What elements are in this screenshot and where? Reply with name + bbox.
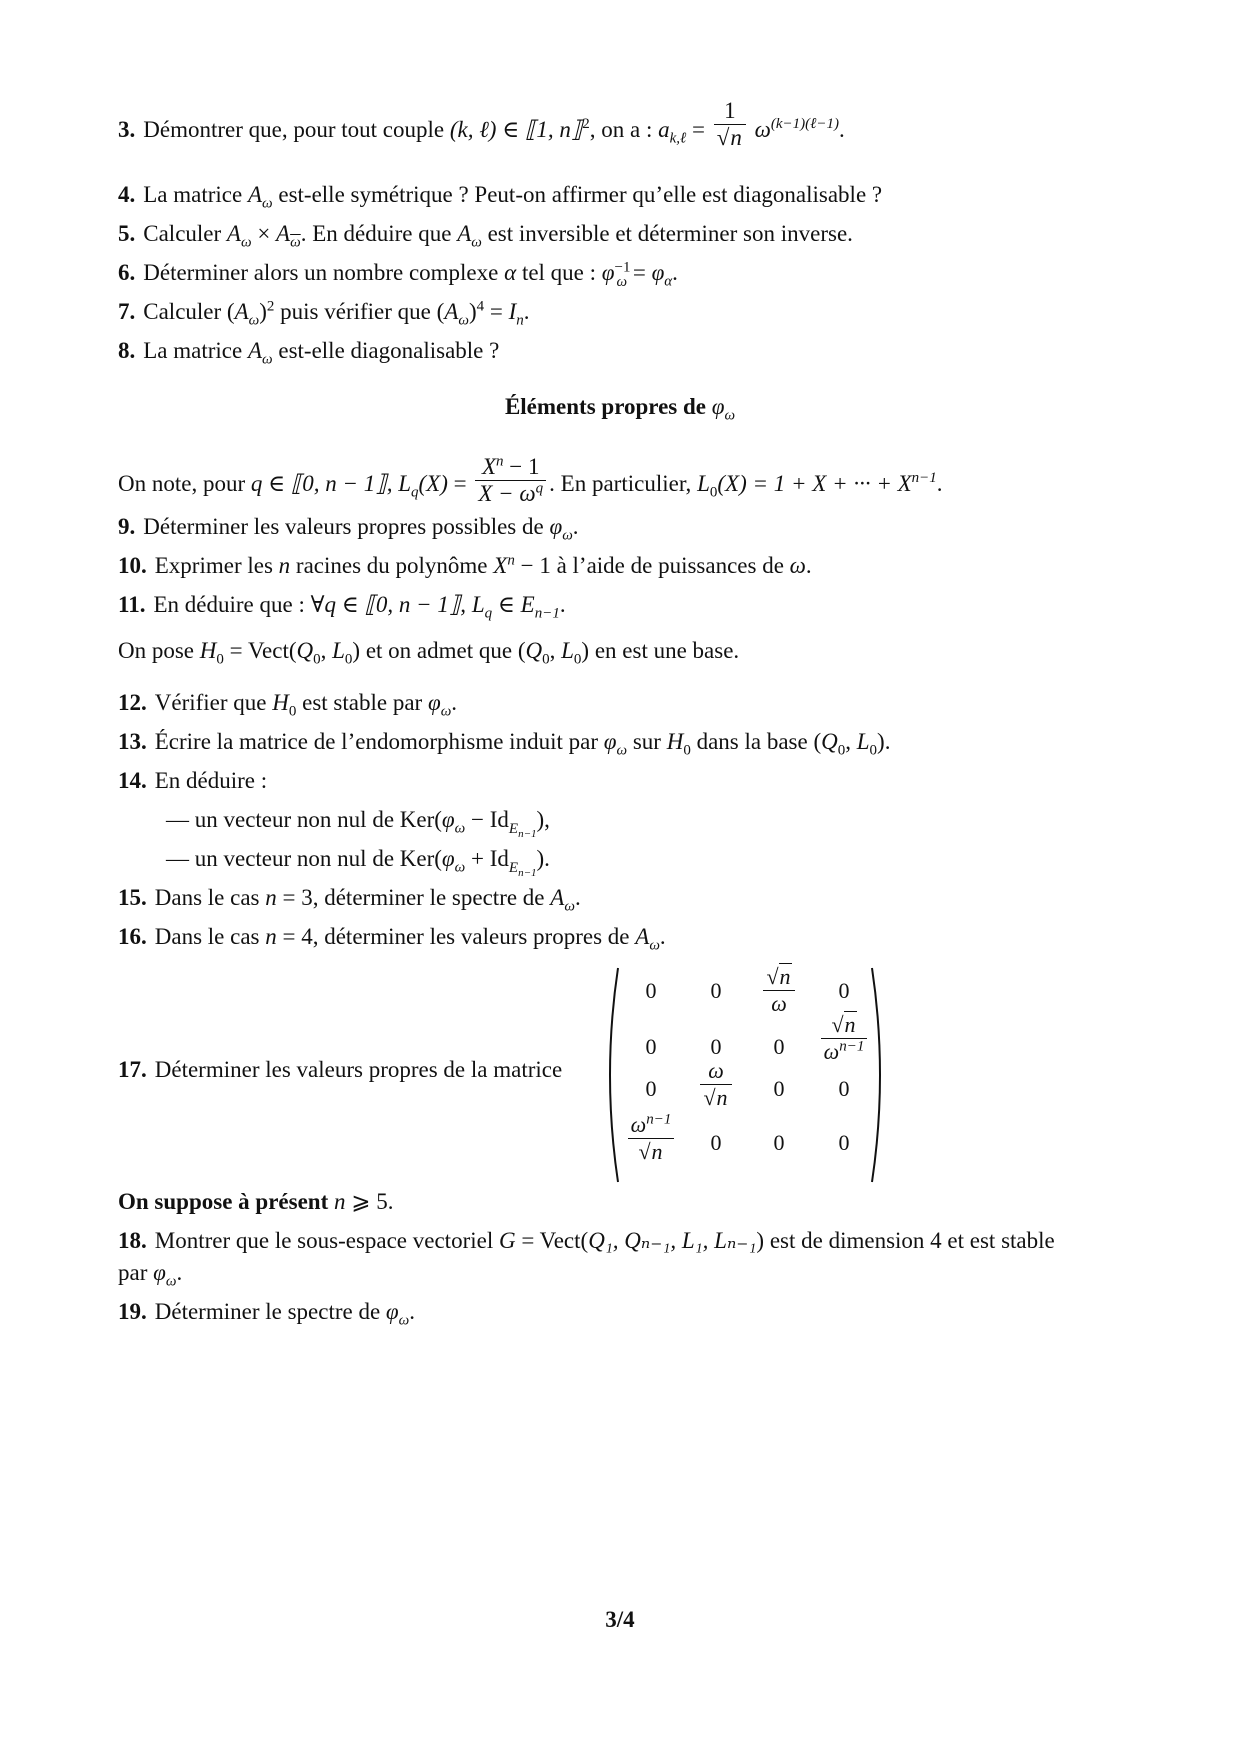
question-number: 14. [118, 768, 147, 793]
math-subscript: ω [240, 234, 252, 251]
matrix-cell: 0 [773, 1076, 785, 1101]
math-L: L [856, 729, 870, 754]
math-eq: = [489, 299, 503, 324]
question-text: La matrice [143, 182, 243, 207]
question-text: est stable par [302, 690, 423, 715]
punct: ), [536, 807, 550, 832]
punct: . [572, 514, 579, 539]
math-omega: ω [708, 1058, 724, 1083]
question-text: Déterminer le spectre de [154, 1299, 381, 1324]
question-number: 10. [118, 553, 147, 578]
page-number: 3/4 [605, 1607, 635, 1632]
math-G: G [498, 1228, 516, 1253]
frac-den: √n [714, 124, 746, 151]
question-number: 3. [118, 116, 136, 142]
math-n: n [278, 553, 291, 578]
question-text: Dans le cas [154, 885, 260, 910]
math-subscript: 0 [313, 651, 321, 668]
math-omega: ω [823, 1039, 840, 1064]
sub-item-1 [166, 805, 550, 840]
math-L: L [398, 470, 411, 496]
punct: . [936, 470, 943, 496]
question-number: 18. [118, 1228, 147, 1253]
matrix-cell: 0 [645, 978, 657, 1003]
punct: . [176, 1260, 183, 1285]
math-n: n [779, 964, 791, 989]
math-phi: φ [549, 514, 563, 539]
math-subscript: n−1 [518, 866, 537, 879]
question-12 [118, 688, 457, 718]
math-subscript: ω [454, 820, 466, 837]
question-11 [118, 590, 566, 620]
math-phi: φ [603, 729, 617, 754]
question-text: . En déduire que [300, 221, 452, 246]
math-subscript: n−1 [534, 605, 560, 622]
question-number: 13. [118, 729, 147, 754]
section-title [0, 394, 1240, 424]
question-text: sur [632, 729, 661, 754]
question-text: est-elle symétrique ? Peut-on affirmer qu’elle est diagonalisable ? [278, 182, 883, 207]
math-alpha: α [504, 260, 517, 285]
question-15 [118, 883, 581, 913]
question-13: 13. Écrire la matrice de l’endomorphisme induit par $\varphi_\omega$ sur $H_0$ dans la base ($Q_0$, $L_0$). [118, 729, 891, 759]
text: ) et on admet que ( [352, 638, 526, 663]
math-subscript: 0 [869, 742, 878, 759]
math-phi: φ [601, 260, 615, 285]
punct: . [409, 1299, 415, 1324]
math-subscript: q [484, 605, 493, 622]
question-text: Déterminer les valeurs propres possibles de [143, 514, 544, 539]
punct: . [574, 885, 581, 910]
math-pair: (k, ℓ) ∈ ⟦1, n⟧ [449, 116, 583, 142]
frac-den [475, 480, 546, 507]
question-18 [118, 1226, 1055, 1256]
math-eq: = [692, 116, 706, 142]
question-16 [118, 922, 666, 952]
math-subscript: 0 [542, 651, 550, 668]
question-text: un vecteur non nul de Ker( [194, 846, 442, 871]
matrix-cell: $\frac{\omega}{√n}$ [681, 1058, 751, 1111]
math-Q: Q [821, 729, 838, 754]
math-Q: Q [525, 638, 543, 663]
math-subscript: 0 [216, 651, 224, 668]
math-text: = Vect( [229, 638, 297, 663]
question-number: 19. [118, 1299, 147, 1324]
math-q: q [250, 470, 263, 496]
question-number: 8. [118, 338, 136, 363]
question-text: Écrire la matrice de l’endomorphisme induit par [154, 729, 598, 754]
question-text: = 3, déterminer le spectre de [282, 885, 545, 910]
text: . En particulier, [549, 470, 692, 496]
definition-line [118, 453, 943, 507]
math-forall: ∀q ∈ ⟦0, n − 1⟧, [310, 592, 467, 617]
question-18-cont [118, 1258, 182, 1288]
math-subscript: n−1 [518, 827, 537, 840]
question-text: par [118, 1260, 148, 1285]
math-subscript: 0 [837, 742, 846, 759]
math-L: L [561, 638, 574, 663]
math-I: I [508, 299, 517, 324]
math-A: A [635, 924, 650, 949]
math-phi: φ [153, 1260, 166, 1285]
question-4 [118, 180, 882, 210]
math-A: A [276, 221, 291, 246]
math-subscript: ω [262, 195, 273, 212]
question-14 [118, 766, 267, 796]
math-subscript: ω [398, 1312, 410, 1329]
math-H: H [199, 638, 217, 663]
punct: . [523, 299, 530, 324]
section-title-text: Éléments propres de [504, 394, 706, 419]
math-X: X [481, 454, 497, 479]
math-subscript: 0 [709, 484, 718, 501]
math-subscript: ω [649, 937, 660, 954]
math-A: A [457, 221, 472, 246]
punct: ). [877, 729, 891, 754]
question-10 [118, 551, 812, 581]
question-text: est-elle diagonalisable ? [278, 338, 500, 363]
matrix-cell: 0 [645, 1034, 657, 1059]
question-text: = 4, déterminer les valeurs propres de [282, 924, 630, 949]
matrix-cell: 0 [838, 1076, 850, 1101]
math-Q: Q [296, 638, 314, 663]
math-text: − Id [471, 807, 509, 832]
question-3 [118, 98, 845, 151]
question-5 [118, 219, 853, 249]
math-phi: φ [427, 690, 441, 715]
math-phi: φ [385, 1299, 399, 1324]
punct: . [672, 260, 678, 285]
math-omega: ω [630, 1112, 647, 1137]
math-n: n [651, 1139, 663, 1164]
question-text: Exprimer les [154, 553, 273, 578]
punct: . [659, 924, 666, 949]
math-subscript: 0 [683, 742, 691, 759]
math-subscript: ω [564, 898, 575, 915]
math-L: L [471, 592, 485, 617]
math-subscript: ω [471, 234, 482, 251]
matrix [604, 964, 886, 1186]
math-exponent: −1 [614, 259, 631, 276]
math-exponent: n−1 [646, 1111, 672, 1128]
math-text: = Vect( [521, 1228, 589, 1253]
punct: . [559, 592, 566, 617]
math-subscript: ω [440, 703, 452, 720]
math-phi: φ [651, 260, 665, 285]
math-n: n [265, 885, 277, 910]
math-subscript [508, 859, 537, 879]
math-text: X − ω [478, 481, 536, 506]
question-text: puis vérifier que [280, 299, 431, 324]
matrix-cell: $\frac{\omega^{n-1}}{√n}$ [616, 1112, 686, 1165]
matrix-cell: 0 [710, 1130, 722, 1155]
math-exponent: 4 [476, 298, 485, 315]
math-subscript: 0 [288, 703, 297, 720]
math-A: A [247, 338, 263, 363]
matrix-cell: 0 [773, 1130, 785, 1155]
math-phi: φ [711, 394, 725, 419]
question-text: racines du polynôme [295, 553, 488, 578]
math-range: ∈ ⟦0, n − 1⟧, [268, 470, 393, 496]
math-E: E [508, 859, 519, 876]
math-A: A [247, 182, 263, 207]
question-number: 7. [118, 299, 136, 324]
math-eq: = [453, 470, 467, 496]
question-text: En déduire : [154, 768, 268, 793]
math-A: A [226, 221, 241, 246]
math-E: E [508, 820, 519, 837]
assumption-line [118, 1187, 394, 1217]
punct: ). [536, 846, 550, 871]
question-text: Dans le cas [154, 924, 260, 949]
math-A: A [550, 885, 565, 910]
math-eq: = [632, 260, 646, 285]
math-L: L [332, 638, 345, 663]
question-text: est inversible et déterminer son inverse. [487, 221, 853, 246]
question-number: 17. [118, 1057, 147, 1082]
math-subscript: ω [562, 527, 573, 544]
math-phi: φ [441, 846, 455, 871]
math-text: + Id [471, 846, 509, 871]
math-X: (X) [418, 470, 448, 496]
math-subscript: n [516, 312, 524, 329]
math-X: X [493, 553, 508, 578]
assumption-text: On suppose à présent [118, 1189, 329, 1214]
math-E: E [520, 592, 535, 617]
fraction [475, 454, 546, 507]
math-subscript: ω [290, 234, 301, 251]
question-number: 16. [118, 924, 147, 949]
math-subscript: ω [262, 351, 273, 368]
question-text: Déterminer alors un nombre complexe [143, 260, 499, 285]
frac-num: 1 [724, 98, 736, 123]
sub-item-2 [166, 844, 550, 879]
definition-line: On pose $H_0$ = $Vect(Q_0$, $L_0$) et on admet que ($Q_0$, $L_0$) en est une base. [118, 638, 740, 668]
math-text: − 1 [509, 454, 540, 479]
matrix-cell: 0 [645, 1076, 657, 1101]
math-A: A [234, 299, 249, 324]
matrix-cell: $\frac{√n}{\omega^{n-1}}$ [809, 1012, 879, 1065]
matrix-cell: 0 [838, 978, 850, 1003]
question-text: Démontrer que, pour tout couple [143, 116, 445, 142]
dash: — [166, 846, 189, 871]
math-n: n [333, 1189, 346, 1214]
math-subscript: ω [616, 273, 628, 290]
question-9 [118, 512, 579, 542]
question-text: dans la base ( [696, 729, 822, 754]
question-17 [118, 1055, 562, 1085]
math-n: n [265, 924, 277, 949]
question-text: La matrice [143, 338, 243, 363]
math-n: n [844, 1012, 856, 1037]
punct: . [805, 553, 812, 578]
math-subscript: ω [248, 312, 260, 329]
math-times: × [257, 221, 271, 246]
math-subscript: ω [165, 1273, 177, 1290]
question-text: tel que : [521, 260, 597, 285]
math-exponent: q [535, 480, 544, 497]
math-subscript: ω [616, 742, 628, 759]
math-subscript: 0 [573, 651, 582, 668]
matrix-cell: $\frac{√n}{\omega}$ [744, 964, 814, 1017]
question-text: ) est de dimension 4 et est stable [756, 1228, 1055, 1253]
math-omega: ω [763, 990, 794, 1017]
math-subscript: ω [724, 407, 736, 424]
math-subscript [508, 820, 537, 840]
math-H: H [666, 729, 684, 754]
math-a: a [658, 116, 670, 142]
math-A: A [444, 299, 459, 324]
math-exponent: n−1 [839, 1038, 865, 1055]
question-text: Vérifier que [154, 690, 267, 715]
matrix-cell: 0 [838, 1130, 850, 1155]
question-number: 6. [118, 260, 136, 285]
question-7: 7. Calculer $(A_\omega)^2$ puis vérifier que $(A_\omega)^4 = I_n$. [118, 298, 530, 329]
math-L: L [697, 470, 710, 496]
question-number: 12. [118, 690, 147, 715]
math-in: ∈ [497, 592, 515, 617]
math-subscript: ω [454, 859, 466, 876]
question-text: Calculer [143, 299, 222, 324]
frac-num [475, 454, 546, 480]
text: ) en est une base. [581, 638, 740, 663]
question-text: Montrer que le sous-espace vectoriel [154, 1228, 494, 1253]
dash: — [166, 807, 189, 832]
question-text: , on a : [589, 116, 653, 142]
math-n: n [716, 1085, 728, 1110]
question-6 [118, 258, 678, 288]
math-text: ⩾ 5. [351, 1189, 394, 1214]
question-text: − 1 à l’aide de puissances de [520, 553, 784, 578]
question-number: 11. [118, 592, 146, 617]
math-exponent: n [507, 552, 515, 569]
math-subscript: q [411, 484, 419, 501]
math-subscript: ω [458, 312, 469, 329]
question-number: 15. [118, 885, 147, 910]
math-exponent: (k−1)(ℓ−1) [770, 116, 840, 133]
math-exponent: n−1 [911, 470, 937, 487]
math-n: n [730, 125, 742, 150]
question-8 [118, 336, 499, 366]
matrix-cell: 0 [773, 1034, 785, 1059]
question-number: 9. [118, 514, 136, 539]
matrix-cell: 0 [710, 1034, 722, 1059]
math-H: H [272, 690, 289, 715]
text: On note, pour [118, 470, 246, 496]
question-text: Déterminer les valeurs propres de la matrice [154, 1057, 563, 1082]
math-phi: φ [441, 807, 455, 832]
fraction [714, 98, 746, 151]
math-subscript: 0 [344, 651, 353, 668]
math-text: (X) = 1 + X + ··· + X [717, 470, 912, 496]
matrix-cell: 0 [710, 978, 722, 1003]
math-omega: ω [789, 553, 806, 578]
question-19 [118, 1297, 415, 1327]
question-text: un vecteur non nul de Ker( [194, 807, 442, 832]
question-text: En déduire que : [153, 592, 305, 617]
math-exponent: 2 [582, 116, 590, 133]
math-subscript: k,ℓ [669, 130, 687, 147]
punct: . [839, 116, 845, 142]
math-exponent: 2 [266, 298, 275, 315]
question-number: 5. [118, 221, 136, 246]
question-number: 4. [118, 182, 136, 207]
math-exponent: n [496, 453, 504, 470]
punct: . [451, 690, 458, 715]
math-omega: ω [754, 116, 771, 142]
math-list: Q₁, Qₙ₋₁, L₁, Lₙ₋₁ [588, 1228, 757, 1253]
math-subscript: α [664, 273, 673, 290]
question-text: Calculer [143, 221, 222, 246]
text: On pose [118, 638, 195, 663]
